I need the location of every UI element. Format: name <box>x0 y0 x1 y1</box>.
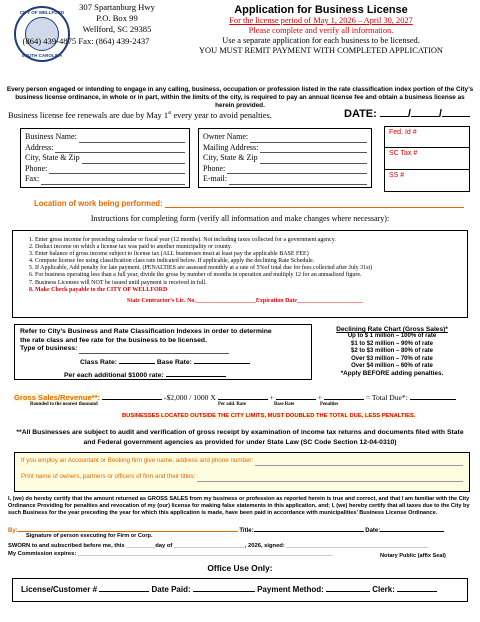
field-label: Fax: <box>25 174 40 183</box>
classification-box <box>14 324 312 380</box>
field-label: Business Name: <box>25 132 77 141</box>
field-label: Phone: <box>25 163 48 173</box>
outside-city-notice: BUSINESSES LOCATED OUTSIDE THE CITY LIMITS, MUST DOUBLED THE TOTAL DUE, LESS PENALTIES. <box>122 413 416 419</box>
plus-sign: + <box>269 393 274 402</box>
per-add-field <box>20 369 306 381</box>
clerk-label: Clerk: <box>372 585 395 594</box>
type-of-business-field[interactable] <box>20 345 306 354</box>
city-address <box>72 2 162 36</box>
date-paid-input[interactable] <box>193 584 255 592</box>
instructions-heading: Instructions for completing form (verify all information and make changes where necessary): <box>90 214 390 223</box>
owner-phone-field[interactable] <box>203 164 367 175</box>
gross-label: Gross Sales/Revenue**: <box>14 393 101 402</box>
accountant-field[interactable] <box>21 456 463 466</box>
renewal-text-end: every year to avoid penalties. <box>171 111 272 120</box>
payment-method-input[interactable] <box>326 584 370 592</box>
office-use-heading: Office Use Only: <box>207 563 273 573</box>
title-label: Title: <box>239 528 254 534</box>
location-field[interactable] <box>34 199 464 208</box>
class-rate-label: Class Rate: <box>80 358 118 366</box>
intro-paragraph: Every person engaged or intending to engage in any calling, business, occupation or profession listed in the rate classification index portion of the City’s business license ordinance, in whole or in part, within the limits of the city, is required to pay an annual license fee and obtain a business license as herein provided. <box>6 86 474 110</box>
date-label-sig: Date: <box>365 528 381 534</box>
declining-row: Up to $ 1 million – 100% of rate <box>347 333 437 340</box>
location-label: Location of work being performed: <box>34 199 163 208</box>
date-paid-label: Date Paid: <box>151 585 191 594</box>
city-phone-fax: (864) 439-4875 Fax: (864) 439-2437 <box>22 36 150 46</box>
gross-formula: -$2,000 / 1000 X <box>163 393 216 402</box>
business-address-field[interactable] <box>25 143 185 154</box>
audit-disclaimer: **All Businesses are subject to audit and verification of gross receipt by examination of income tax returns and documents filed with State and Federal government agencies as provided for under State Law (SC Code Section 12-04-0310) <box>16 429 464 446</box>
owners-print-label: Print name of owners, partners or officers of firm and their titles: <box>21 473 196 480</box>
classification-text: Refer to City’s Business and Rate Classification Indexes in order to determine <box>20 328 272 335</box>
penalties-input[interactable] <box>324 392 364 400</box>
per-add-label: Per each additional $1000 rate: <box>64 372 164 379</box>
field-label: E-mail: <box>203 174 227 183</box>
address-line: P.O. Box 99 <box>96 13 138 24</box>
per-add-rate-input[interactable] <box>218 392 268 400</box>
owner-mailing-field[interactable] <box>203 143 367 154</box>
owner-name-field[interactable] <box>203 132 367 143</box>
owners-print-field[interactable] <box>21 472 463 482</box>
license-period: For the license period of May 1, 2026 – April 30, 2027 <box>229 16 413 25</box>
by-label: By: <box>8 528 18 534</box>
date-field: DATE: / / <box>344 108 470 120</box>
base-rate-input[interactable] <box>194 356 250 364</box>
instruction-item: 7. Business Licenses will NOT be issued until payment is received in full. <box>29 279 207 286</box>
caption-base: Base Rate <box>274 402 295 407</box>
payment-method-label: Payment Method: <box>257 585 324 594</box>
commission-line[interactable]: My Commission expires: _______________________________________________________________________________ <box>8 551 333 557</box>
caption-rounded: Rounded to the nearest thousand <box>30 402 98 407</box>
notary-caption: Notary Public (affix Seal) <box>380 553 446 559</box>
plus-sign: + <box>317 393 323 402</box>
declining-row: $1 to $2 million – 90% of rate <box>350 340 434 347</box>
total-due-label: = Total Due*: <box>365 393 408 402</box>
field-label: Type of business: <box>20 345 78 352</box>
base-rate-label: Base Rate: <box>156 358 192 366</box>
license-customer-label: License/Customer # <box>21 585 98 594</box>
declining-row: Over $3 million – 70% of rate <box>351 355 433 362</box>
caption-penalties: Penalties <box>320 402 339 407</box>
declining-row: $2 to $3 million – 80% of rate <box>350 348 434 355</box>
renewal-sup: st <box>168 111 172 117</box>
id-fields <box>384 126 470 194</box>
renewal-notice <box>8 111 272 120</box>
seal-text: CITY OF WELLFORD <box>19 10 65 15</box>
accountant-label: If you employ an Accountant or Booking firm give name, address and phone number: <box>21 457 254 464</box>
business-name-field[interactable] <box>25 132 185 143</box>
per-add-input[interactable] <box>166 369 226 377</box>
instruction-item: 5. If Applicable, Add penalty for late payment. (PENALTIES are assessed monthly at a rate of 5%of total due for fees collected after July 31st) <box>29 265 373 272</box>
base-rate-total-input[interactable] <box>276 392 316 400</box>
office-use-box <box>12 578 468 602</box>
signature-caption: Signature of person executing for Firm or Corp. <box>26 533 153 539</box>
field-label: SS # <box>389 172 405 179</box>
rate-fields <box>20 356 306 368</box>
sworn-line[interactable]: SWORN to and subscribed before me, this _________day of ______________________, 2026, signed: ____________________________________________ <box>8 543 429 549</box>
field-label: Mailing Address: <box>203 142 259 152</box>
field-label: SC Tax # <box>389 150 418 157</box>
contractor-license-line[interactable]: State Contractor’s Lic. No.____________________Expiration Date______________________ <box>126 297 364 304</box>
field-label: Address: <box>25 142 54 152</box>
instruction-item: 8. Make Check payable to the CITY OF WELLFORD <box>29 286 168 293</box>
seal-text-bottom: SOUTH CAROLINA <box>21 53 63 58</box>
field-label: City, State & Zip <box>25 153 80 162</box>
declining-row: Over $4 million – 60% of rate <box>351 363 433 370</box>
fed-id-field[interactable] <box>384 126 470 148</box>
field-label: Owner Name: <box>203 132 249 141</box>
ss-field[interactable] <box>384 170 470 192</box>
renewal-text: Business license fee renewals are due by May 1 <box>8 111 169 120</box>
certification-text: I, (we) do hereby certify that the amount returned as GROSS SALES from my business or profession as reported herein is true and correct, and that I am familiar with the City Ordinance Providing for penalties and revocation of my (our) license for making false statements in this application, and; I, (we) hereby certify that all taxes due to the City by such Business for the year preceding the year for which this application is made, have been paid in accordance with municipalities’ Business License Ordinance. <box>8 496 470 517</box>
business-fax-field[interactable] <box>25 174 185 185</box>
classification-text: the rate class and fee rate for the business to be licensed. <box>20 336 207 344</box>
date-label: DATE: <box>344 108 377 120</box>
business-phone-field[interactable] <box>25 164 185 175</box>
instruction-item: 6. For business operating less than a full year, divide the gross by number of months in operation and multiply 12 for an annualized figure. <box>29 272 362 279</box>
address-line: 307 Spartanburg Hwy <box>79 2 155 12</box>
title-input[interactable] <box>254 524 364 532</box>
caption-per-add: Per add. Rate <box>218 402 247 407</box>
field-label: Fed. Id # <box>389 129 417 136</box>
sig-date-input[interactable] <box>380 524 444 532</box>
gross-revenue-row <box>14 392 474 402</box>
instruction-item: 2. Deduct income on which a license tax was paid to another municipality or county. <box>29 244 232 251</box>
sc-tax-field[interactable] <box>384 148 470 170</box>
remit-note: YOU MUST REMIT PAYMENT WITH COMPLETED APPLICATION <box>199 46 443 55</box>
business-city-field[interactable] <box>25 153 185 164</box>
date-year-input[interactable] <box>442 109 470 117</box>
instruction-item: 1. Enter gross income for preceding calendar or fiscal year (12 months). Not including taxes collected for a government agency. <box>29 237 336 243</box>
declining-title: Declining Rate Chart (Gross Sales)* <box>336 326 448 333</box>
declining-note: *Apply BEFORE adding penalties. <box>340 370 444 378</box>
title-block <box>168 4 474 56</box>
gross-input[interactable] <box>102 392 162 400</box>
instructions-box <box>12 230 468 318</box>
owner-city-field[interactable] <box>203 153 367 164</box>
date-month-input[interactable] <box>380 109 408 117</box>
page-title: Application for Business License <box>234 4 408 16</box>
declining-rate-chart <box>314 324 470 380</box>
address-line: Wellford, SC 29385 <box>82 24 152 35</box>
field-label: Phone: <box>203 163 226 173</box>
owner-email-field[interactable] <box>203 174 367 185</box>
separate-note: Use a separate application for each business to be licensed. <box>222 36 420 45</box>
verify-note: Please complete and verify all information. <box>248 26 394 35</box>
instruction-item: 3. Enter balance of gross income subject to license tax (ALL businesses must at least pay the applicable BASE FEE) <box>29 251 309 258</box>
total-due-input[interactable] <box>410 392 456 400</box>
business-info-box <box>20 128 190 188</box>
field-label: City, State & Zip <box>203 153 258 162</box>
date-day-input[interactable] <box>411 109 439 117</box>
owner-info-box <box>198 128 372 188</box>
instruction-item: 4. Compute license fee using classification class rate indicated below. If applicable, apply the declining Rate Schedule. <box>29 258 315 265</box>
city-seal-logo <box>14 6 70 62</box>
clerk-input[interactable] <box>397 584 437 592</box>
license-customer-input[interactable] <box>99 584 149 592</box>
class-rate-input[interactable] <box>119 356 155 364</box>
signature-input[interactable] <box>18 524 238 532</box>
accountant-box <box>14 452 470 492</box>
